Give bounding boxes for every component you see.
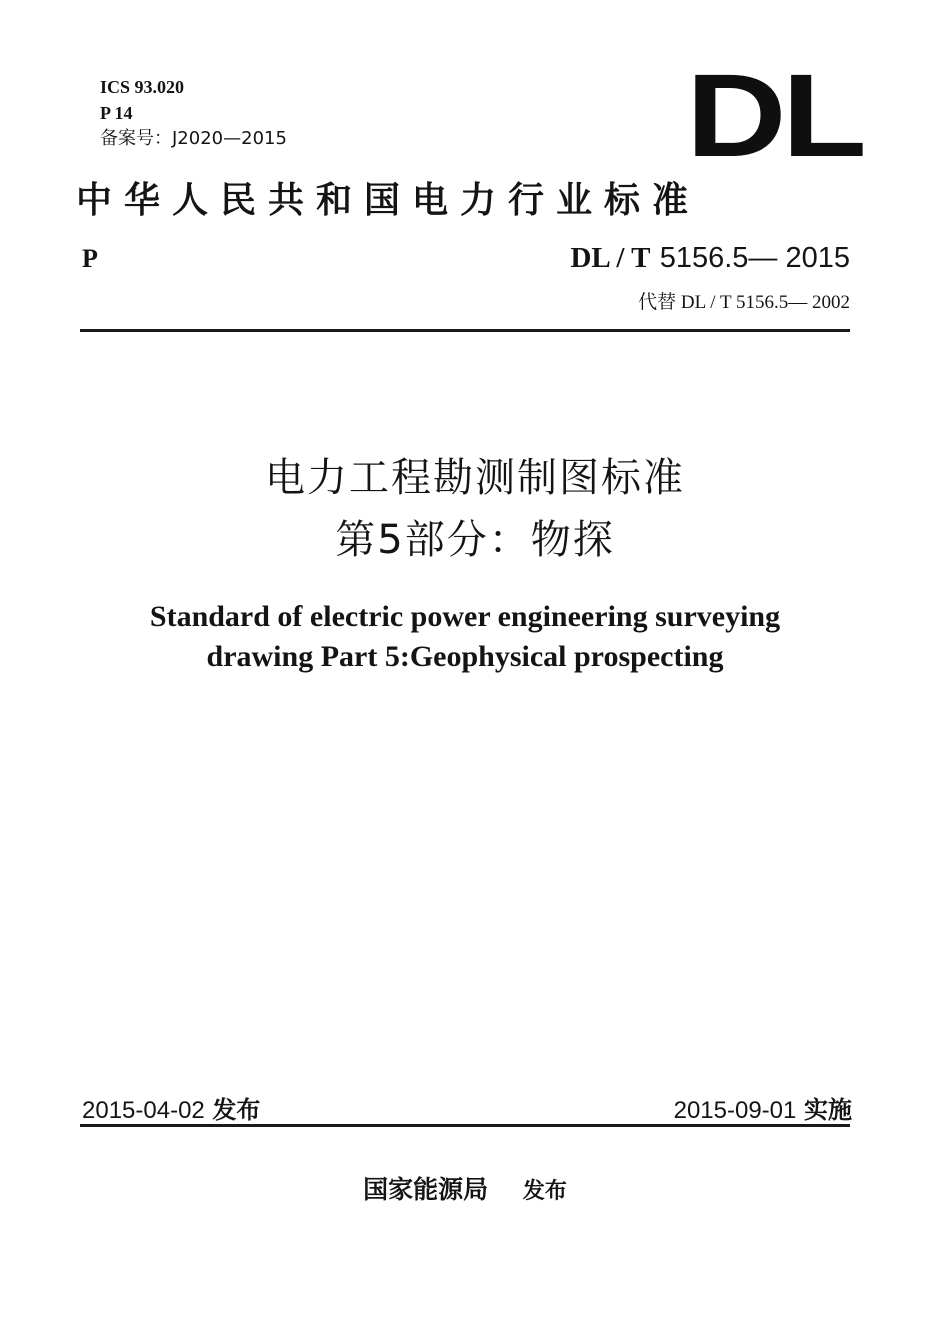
issue-date-value: 2015-04-02 — [82, 1097, 205, 1124]
top-divider — [80, 329, 850, 332]
ics-code: ICS 93.020 — [100, 77, 185, 97]
ccs-code: P 14 — [100, 103, 133, 123]
publisher-label: 发布 — [522, 1178, 567, 1204]
standard-prefix: DL / T — [570, 242, 651, 274]
title-chinese-line2: 第5部分：物探 — [335, 517, 615, 563]
implementation-date — [674, 1090, 852, 1125]
issue-date — [82, 1090, 260, 1125]
record-number: 备案号：J2020—2015 — [100, 128, 287, 149]
standard-code: 5156.5— 2015 — [659, 242, 850, 274]
publisher-name: 国家能源局 — [363, 1175, 489, 1204]
standard-number — [570, 240, 850, 275]
title-english-line2: drawing Part 5:Geophysical prospecting — [206, 640, 724, 673]
metadata-block — [100, 74, 287, 152]
dl-logo: DL — [686, 50, 863, 182]
classification-code: P — [82, 244, 98, 273]
industry-standard-title: 中华人民共和国电力行业标准 — [76, 179, 701, 221]
implementation-date-value: 2015-09-01 — [673, 1097, 797, 1124]
publisher — [0, 1170, 930, 1206]
issue-date-label: 发布 — [212, 1096, 261, 1124]
replaces-standard: 代替 DL / T 5156.5— 2002 — [638, 292, 850, 313]
implementation-date-label: 实施 — [804, 1096, 852, 1124]
title-english-line1: Standard of electric power engineering surveying — [149, 600, 781, 633]
bottom-divider — [80, 1124, 850, 1127]
title-chinese-line1: 电力工程勘测制图标准 — [265, 455, 685, 501]
